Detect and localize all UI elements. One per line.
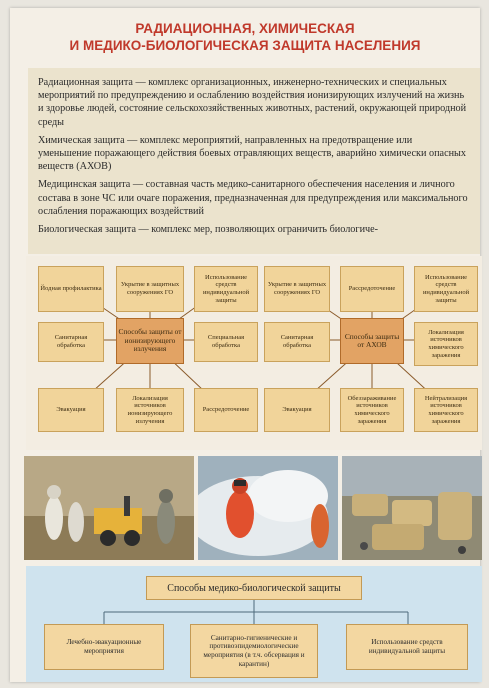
bio-method: Санитарно-гигиенические и противоэпидемиологические мероприятия (в т.ч. обсервация и карантин) [190, 624, 318, 678]
chemical-method: Санитарная обработка [264, 322, 330, 362]
poster [10, 8, 480, 682]
photo-camp-image [342, 456, 482, 560]
radiation-method: Локализация источников ионизирующего излучения [116, 388, 184, 432]
radiation-method: Укрытие в защитных сооружениях ГО [116, 266, 184, 312]
chemical-method: Рассредоточение [340, 266, 404, 312]
protection-diagrams [26, 256, 482, 450]
bio-method: Лечебно-эвакуационные мероприятия [44, 624, 164, 670]
medical-definition: Медицинская защита — составная часть медико-санитарного обеспечения населения и личного состава в зоне ЧС или очаге поражения, предназначенная для предупреждения или максимального ослабления поражающих воздействий [38, 179, 468, 217]
photo-decontamination-crew [24, 456, 194, 560]
definitions-panel [28, 68, 480, 254]
radiation-method: Санитарная обработка [38, 322, 104, 362]
radiation-method: Использование средств индивидуальной защиты [194, 266, 258, 312]
chemical-method: Обеззараживание источников химического заражения [340, 388, 404, 432]
radiation-method: Рассредоточение [194, 388, 258, 432]
chemical-method: Эвакуация [264, 388, 330, 432]
radiation-method: Эвакуация [38, 388, 104, 432]
bio-header-box: Способы медико-биологической защиты [146, 576, 362, 600]
photo-responder-image [198, 456, 338, 560]
radiation-definition: Радиационная защита — комплекс организационных, инженерно-технических и специальных мероприятий по предупреждению и ослаблению воздействия ионизирующих излучений на жизнь и здоровье людей, состояние сельскохозяйственных животных, растений, окружающей природной среды [38, 77, 467, 128]
chemical-method: Локализация источников химического заражения [414, 322, 478, 366]
biological-definition: Биологическая защита — комплекс мер, позволяющих ограничить биологиче- [38, 224, 379, 236]
photo-chemical-responder [198, 456, 338, 560]
chemical-definition: Химическая защита — комплекс мероприятий, направленных на предотвращение или уменьшение поражающего действия боевых отравляющих веществ, аварийно химически опасных веществ (АХОВ) [38, 134, 466, 173]
title-line-2: И МЕДИКО-БИОЛОГИЧЕСКАЯ ЗАЩИТА НАСЕЛЕНИЯ [69, 38, 421, 53]
radiation-method: Специальная обработка [194, 322, 258, 362]
photo-field-camp [342, 456, 482, 560]
chemical-method: Укрытие в защитных сооружениях ГО [264, 266, 330, 312]
radiation-method: Йодная профилактика [38, 266, 104, 312]
chemical-method: Использование средств индивидуальной защиты [414, 266, 478, 312]
bio-method: Использование средств индивидуальной защиты [346, 624, 468, 670]
radiation-center-box: Способы защиты от ионизирующего излучения [116, 318, 184, 364]
photo-strip [24, 456, 482, 560]
chemical-center-box: Способы защиты от АХОВ [340, 318, 404, 364]
title-line-1: РАДИАЦИОННАЯ, ХИМИЧЕСКАЯ [135, 21, 355, 36]
medical-biological-panel [26, 566, 482, 682]
chemical-method: Нейтрализация источников химического заражения [414, 388, 478, 432]
page-title [10, 20, 480, 54]
photo-decontamination-image [24, 456, 194, 560]
